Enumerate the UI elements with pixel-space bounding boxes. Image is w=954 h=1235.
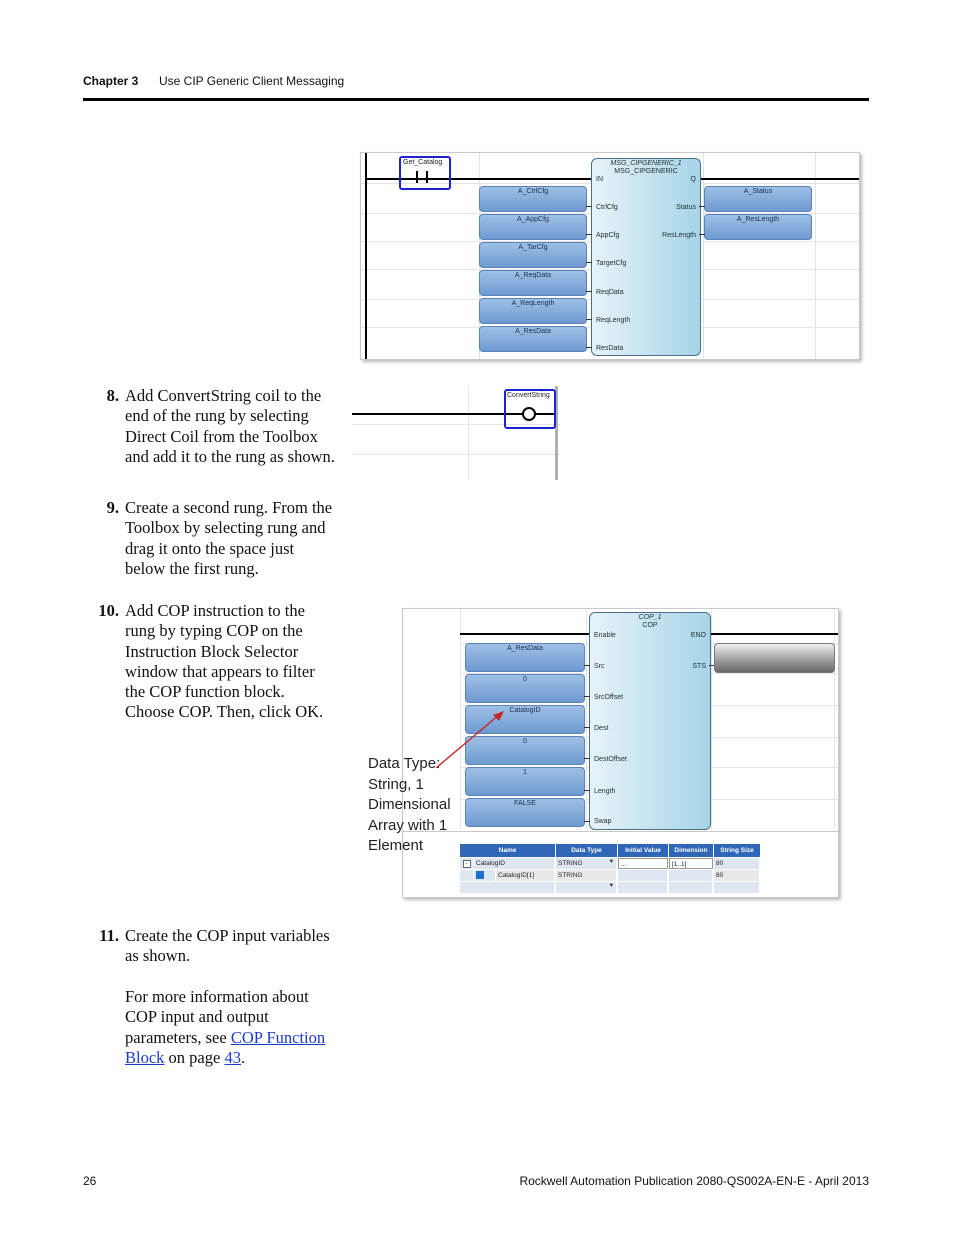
pin-appcfg: AppCfg [596, 232, 620, 239]
row-indent [460, 870, 474, 881]
step-text: Create the COP input variables as shown. [125, 926, 330, 966]
step-text: Add COP instruction to the rung by typing COP on the Instruction Block Selector window that appears to filter the COP function block. Choose COP. Then, click OK. [125, 601, 324, 722]
pin-ctrlcfg: CtrlCfg [596, 204, 618, 211]
chapter-label: Chapter 3 [83, 74, 139, 88]
step-text: Create a second rung. From the Toolbox by selecting rung and drag it onto the space just below the first rung. [125, 498, 333, 578]
step-number: 10. [98, 601, 119, 620]
page-header [83, 72, 869, 101]
msg-cipgeneric-block[interactable] [591, 158, 701, 356]
new-row-type[interactable] [556, 882, 617, 893]
callout-line: Dimensional [368, 796, 451, 813]
step-number: 8. [106, 386, 119, 405]
pin-swap: Swap [594, 818, 612, 825]
dropdown-arrow-icon: ▾ [609, 882, 613, 889]
row-expander[interactable] [460, 858, 474, 869]
pin-sts: STS [692, 663, 706, 670]
coil-label: ConvertString [507, 392, 550, 399]
cop-input-srcoffset[interactable]: 0 [465, 674, 585, 703]
pin-srcoffset: SrcOffset [594, 694, 624, 701]
pin-enable: Enable [594, 632, 616, 639]
get-catalog-contact[interactable] [399, 156, 451, 190]
page-number: 26 [83, 1174, 97, 1188]
cell-type[interactable]: STRING [556, 870, 617, 881]
col-name: Name [460, 844, 556, 857]
step-text: Add ConvertString coil to the end of the rung by selecting Direct Coil from the Toolbox and add it to the rung as shown. [125, 386, 335, 466]
cop-input-length[interactable]: 1 [465, 767, 585, 796]
pin-src: Src [594, 663, 605, 670]
input-var-resdata[interactable]: A_ResData [479, 326, 587, 352]
convertstring-coil[interactable] [504, 389, 556, 429]
block-instance-name: MSG_CIPGENERIC_1 [610, 160, 682, 167]
input-var-tarcfg[interactable]: A_TarCfg [479, 242, 587, 268]
callout-arrow-icon [430, 708, 510, 772]
pin-destoffset: DestOffset [594, 756, 627, 763]
pin-resdata: ResData [596, 345, 624, 352]
callout-line: Data Type: [368, 755, 441, 772]
pin-in: IN [596, 176, 603, 183]
collapse-icon: - [463, 860, 471, 868]
col-string-size: String Size [714, 844, 761, 857]
col-dimension: Dimension [669, 844, 714, 857]
cell-size[interactable]: 80 [714, 870, 760, 881]
cell-name[interactable]: CatalogID [474, 858, 555, 869]
chapter-title: Use CIP Generic Client Messaging [159, 74, 345, 88]
pin-reslength: ResLength [662, 232, 696, 239]
pin-targetcfg: TargetCfg [596, 260, 627, 267]
callout-line: Array with 1 [368, 816, 448, 834]
coil-circle [522, 407, 536, 421]
cop-input-swap[interactable]: FALSE [465, 798, 585, 827]
variables-table [460, 844, 760, 896]
more-info-end: . [240, 1047, 246, 1067]
cell-size[interactable]: 80 [714, 858, 760, 869]
new-row[interactable] [460, 882, 555, 893]
cell-initial-value: ... [621, 861, 627, 868]
cop-input-src[interactable]: A_ResData [465, 643, 585, 672]
publication-info: Rockwell Automation Publication 2080-QS002A-EN-E - April 2013 [519, 1174, 869, 1188]
cop-input-destoffset[interactable]: 0 [465, 736, 585, 765]
figure-msg-cipgeneric [360, 152, 860, 360]
col-data-type: Data Type [556, 844, 618, 857]
block-type-name: COP [642, 622, 658, 629]
cell-dimension[interactable] [669, 870, 713, 881]
cell-type[interactable] [556, 858, 617, 869]
cop-function-block[interactable] [589, 612, 711, 830]
more-info-middle: on page [164, 1047, 225, 1067]
callout-line: Element [368, 837, 424, 854]
cop-input-dest[interactable]: CatalogID [465, 705, 585, 734]
cell-initial[interactable] [618, 870, 668, 881]
pin-dest: Dest [594, 725, 609, 732]
block-instance-name: COP_1 [638, 614, 662, 621]
child-marker-icon [474, 870, 496, 881]
output-var-reslength[interactable]: A_ResLength [704, 214, 812, 240]
cop-output-sts[interactable] [714, 643, 835, 673]
input-var-reqlength[interactable]: A_ReqLength [479, 298, 587, 324]
input-var-appcfg[interactable]: A_AppCfg [479, 214, 587, 240]
step-number: 9. [106, 498, 119, 517]
cell-dimension[interactable]: [1..1] [669, 858, 713, 869]
contact-label: Get_Catalog [403, 159, 443, 166]
pin-eno: ENO [690, 632, 706, 639]
dropdown-arrow-icon: ▾ [609, 858, 613, 865]
cell-type-value: STRING [558, 860, 583, 867]
pin-reqlength: ReqLength [596, 317, 631, 324]
pin-length: Length [594, 788, 616, 795]
cell-initial[interactable] [618, 858, 668, 869]
more-info-text: For more information about COP input and output parameters, see [125, 987, 309, 1047]
col-initial-value: Initial Value [618, 844, 669, 857]
cell-name[interactable]: CatalogID[1] [496, 870, 555, 881]
block-type-name: MSG_CIPGENERIC [614, 168, 678, 175]
output-var-status[interactable]: A_Status [704, 186, 812, 212]
figure-convertstring-coil [352, 386, 560, 480]
input-var-ctrlcfg[interactable]: A_CtrlCfg [479, 186, 587, 212]
step-number: 11. [99, 926, 119, 945]
pin-status: Status [676, 204, 696, 211]
input-var-reqdata[interactable]: A_ReqData [479, 270, 587, 296]
cop-function-block-link[interactable]: COP Function Block [125, 1027, 326, 1067]
pin-q: Q [690, 176, 696, 183]
page-43-link[interactable]: 43 [224, 1047, 241, 1067]
callout-line: String, 1 [368, 775, 424, 793]
pin-reqdata: ReqData [596, 289, 624, 296]
